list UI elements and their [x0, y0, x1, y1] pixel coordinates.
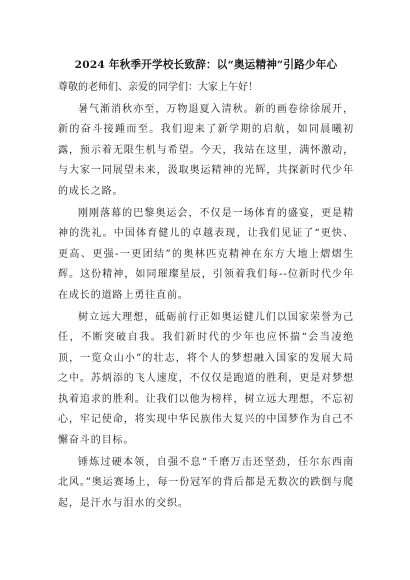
- document-title: 2024 年秋季开学校长致辞：以“奥运精神”引路少年心: [74, 59, 338, 71]
- paragraph-2: 刚刚落幕的巴黎奥运会，不仅是一场体育的盛宴，更是精神的洗礼。中国体育健儿的卓越表现，让我们见证了“更快、更高、更强-一更团结”的奥林匹克精神在东方大地上熠熠生辉。这份精神，如同璀璨星辰，引领着我们每--位新时代少年在成长的道路上勇往直前。: [58, 208, 354, 301]
- paragraph-4: 锤炼过硬本领，自强不息“千磨万击还坚劲，任尔东西南北风。”奥运赛场上，每一份冠军的背后都是无数次的跌倒与爬起，是汗水与泪水的交织。: [58, 456, 354, 509]
- paragraph-3: 树立远大理想，砥砺前行正如奥运健儿们以国家荣誉为己任，不断突破自我。我们新时代的少年也应怀揣“会当凌绝顶，一览众山小”的壮志，将个人的梦想融入国家的发展大局之中。苏炳添的飞人速度，不仅仅是跑道的胜利，更是对梦想执着追求的胜利。让我们以他为榜样，树立远大理想，不忘初心，牢记使命，将实现中华民族伟大复兴的中国梦作为自己不懈奋斗的目标。: [58, 312, 354, 446]
- paragraph-1: 暑气渐消秋亦至，万物退夏入清秋。新的画卷徐徐展开，新的奋斗接踵而至。我们迎来了新学期的启航，如同晨曦初露，预示着无限生机与希望。今天，我站在这里，满怀激动，与大家一同展望未来，汲取奥运精神的光辉，共探新时代少年的成长之路。: [58, 104, 354, 197]
- salutation: 尊敬的老师们、亲爱的同学们：大家上午好！: [58, 82, 258, 93]
